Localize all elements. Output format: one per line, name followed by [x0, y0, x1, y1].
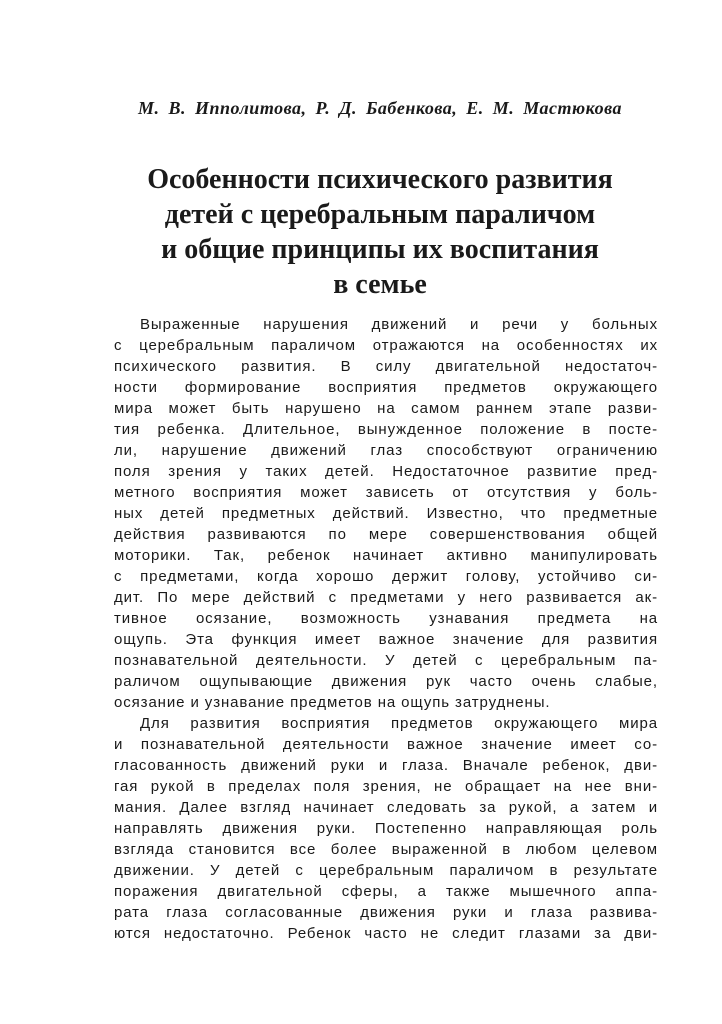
- paragraph-line: поля зрения у таких детей. Недостаточное развитие пред-: [114, 463, 658, 480]
- paragraph-line: мира может быть нарушено на самом раннем этапе разви-: [114, 400, 658, 417]
- paragraph-line: ных детей предметных действий. Известно, что предметные: [114, 505, 658, 522]
- paragraph-line: тивное осязание, возможность узнавания предмета на: [114, 610, 658, 627]
- paragraph-line: Для развития восприятия предметов окружающего мира: [140, 715, 658, 732]
- paragraph-line: с предметами, когда хорошо держит голову, устойчиво си-: [114, 568, 658, 585]
- paragraph-line: метного восприятия может зависеть от отсутствия у боль-: [114, 484, 658, 501]
- paragraph-line: поражения двигательной сферы, а также мышечного аппа-: [114, 883, 658, 900]
- paragraph-line: действия развиваются по мере совершенствования общей: [114, 526, 658, 543]
- paragraph-line: ются недостаточно. Ребенок часто не следит глазами за дви-: [114, 925, 658, 942]
- authors: М. В. Ипполитова, Р. Д. Бабенкова, Е. М. Мастюкова: [137, 98, 622, 118]
- paragraph-line: моторики. Так, ребенок начинает активно манипулировать: [114, 547, 658, 564]
- paragraph-line: рата глаза согласованные движения руки и глаза развива-: [114, 904, 658, 921]
- paragraph-line: ности формирование восприятия предметов окружающего: [114, 379, 658, 396]
- title-line: и общие принципы их воспитания: [161, 234, 599, 265]
- paragraph-line: взгляда становится все более выраженной в любом целевом: [114, 841, 658, 858]
- paragraph-line: раличом ощупывающие движения рук часто очень слабые,: [114, 673, 658, 690]
- title-line: в семье: [333, 269, 427, 300]
- paragraph-line: гласованность движений руки и глаза. Вначале ребенок, дви-: [114, 757, 658, 774]
- paragraph-line: тия ребенка. Длительное, вынужденное положение в посте-: [114, 421, 658, 438]
- paragraph-line: движении. У детей с церебральным параличом в результате: [114, 862, 658, 879]
- paragraph-line: ощупь. Эта функция имеет важное значение для развития: [114, 631, 658, 648]
- paragraph-line: ли, нарушение движений глаз способствуют ограничению: [114, 442, 658, 459]
- paragraph-line: и познавательной деятельности важное значение имеет со-: [114, 736, 658, 753]
- paragraph-line: дит. По мере действий с предметами у него развивается ак-: [114, 589, 658, 606]
- article-title: [100, 162, 660, 302]
- paragraph-line: мания. Далее взгляд начинает следовать за рукой, а затем и: [114, 799, 658, 816]
- paragraph-line: Выраженные нарушения движений и речи у больных: [140, 316, 658, 333]
- paragraph-line: с церебральным параличом отражаются на особенностях их: [114, 337, 658, 354]
- paragraph-last-line: осязание и узнавание предметов на ощупь затруднены.: [114, 694, 551, 711]
- paragraph-line: познавательной деятельности. У детей с церебральным па-: [114, 652, 658, 669]
- body-text: [114, 314, 658, 944]
- title-line: Особенности психического развития: [147, 164, 613, 195]
- paragraph-line: направлять движения руки. Постепенно направляющая роль: [114, 820, 658, 837]
- paragraph-line: гая рукой в пределах поля зрения, не обращает на нее вни-: [114, 778, 658, 795]
- title-line: детей с церебральным параличом: [164, 199, 596, 230]
- paragraph-line: психического развития. В силу двигательной недостаточ-: [114, 358, 658, 375]
